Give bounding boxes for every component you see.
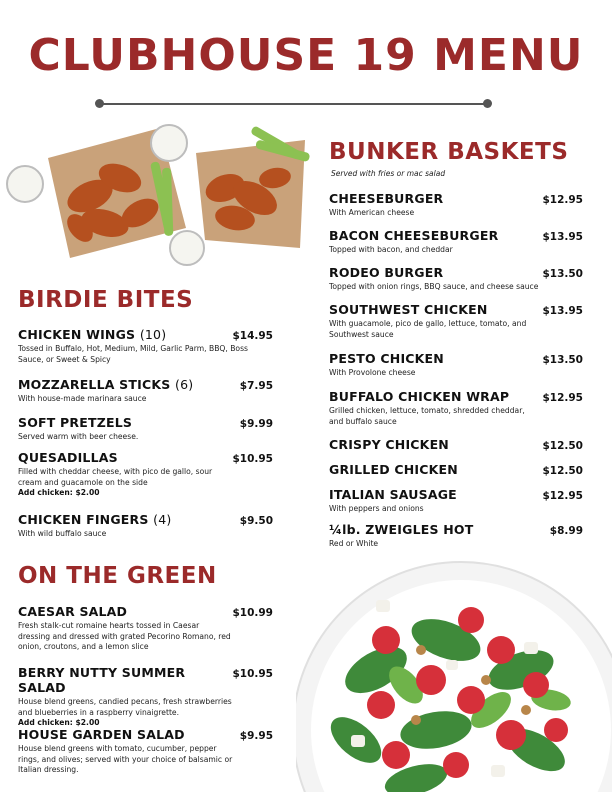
item-price: $12.95 (542, 194, 583, 206)
item-name: CAESAR SALAD (18, 604, 128, 619)
item-fraction: ¼ (329, 522, 343, 537)
item-description: Fresh stalk-cut romaine hearts tossed in Caesar dressing and dressed with grated Pecorino Romano, red onion, croutons, and a lemon slice (18, 621, 231, 651)
item-addon: Add chicken: $2.00 (18, 718, 100, 727)
item-name: BERRY NUTTY SUMMER SALAD (18, 665, 186, 695)
item-description: Red or White (329, 539, 379, 548)
menu-item-soft-pretzels (18, 415, 273, 443)
item-price: $12.95 (542, 490, 583, 502)
title-divider (98, 103, 488, 105)
menu-item-southwest-chicken (329, 302, 583, 340)
item-name: MOZZARELLA STICKS (18, 377, 171, 392)
menu-item-mozzarella-sticks (18, 377, 273, 405)
menu-item-quesadillas (18, 450, 273, 499)
item-description: With guacamole, pico de gallo, lettuce, tomato, and Southwest sauce (329, 319, 527, 339)
item-price: $10.99 (232, 607, 273, 619)
item-qty: (10) (139, 327, 167, 342)
item-price: $8.99 (549, 525, 583, 537)
item-price: $9.50 (239, 515, 273, 527)
item-description: Topped with bacon, and cheddar (329, 245, 453, 254)
item-price: $12.95 (542, 392, 583, 404)
item-description: With peppers and onions (329, 504, 424, 513)
menu-item-buffalo-chicken-wrap (329, 389, 583, 427)
menu-item-crispy-chicken (329, 437, 583, 452)
chicken-wings-photo (0, 118, 312, 273)
item-name: BUFFALO CHICKEN WRAP (329, 389, 510, 404)
bunker-baskets-subtitle: Served with fries or mac salad (331, 169, 446, 178)
item-price: $14.95 (232, 330, 273, 342)
item-description: With Provolone cheese (329, 368, 416, 377)
item-price: $10.95 (232, 453, 273, 465)
menu-item-rodeo-burger (329, 265, 583, 293)
menu-item-zweigles-hot (329, 522, 583, 550)
menu-title: CLUBHOUSE 19 MENU (28, 30, 584, 81)
bunker-baskets-heading: BUNKER BASKETS (329, 139, 569, 165)
item-unit: lb. (342, 522, 361, 537)
on-the-green-heading: ON THE GREEN (18, 563, 217, 589)
item-name: SOUTHWEST CHICKEN (329, 302, 488, 317)
menu-item-house-garden-salad (18, 727, 273, 776)
item-description: Topped with onion rings, BBQ sauce, and cheese sauce (329, 282, 539, 291)
menu-item-chicken-fingers (18, 512, 273, 540)
item-description: Tossed in Buffalo, Hot, Medium, Mild, Garlic Parm, BBQ, Boss Sauce, or Sweet & Spicy (18, 344, 248, 364)
item-description: Filled with cheddar cheese, with pico de gallo, sour cream and guacamole on the side (18, 467, 213, 487)
menu-item-grilled-chicken (329, 462, 583, 477)
item-description: With wild buffalo sauce (18, 529, 107, 538)
item-name: GRILLED CHICKEN (329, 462, 458, 477)
item-name: ZWEIGLES HOT (365, 522, 474, 537)
birdie-bites-heading: BIRDIE BITES (18, 287, 194, 313)
menu-item-italian-sausage (329, 487, 583, 515)
item-price: $13.50 (542, 354, 583, 366)
item-price: $13.95 (542, 231, 583, 243)
item-name: ITALIAN SAUSAGE (329, 487, 457, 502)
item-price: $9.99 (239, 418, 273, 430)
item-addon: Add chicken: $2.00 (18, 488, 100, 497)
menu-item-cheeseburger (329, 191, 583, 219)
item-price: $7.95 (239, 380, 273, 392)
item-price: $12.50 (542, 440, 583, 452)
item-name: HOUSE GARDEN SALAD (18, 727, 185, 742)
menu-item-chicken-wings (18, 327, 273, 365)
item-name: RODEO BURGER (329, 265, 444, 280)
divider-dot-right (483, 99, 492, 108)
menu-item-berry-nutty-summer-salad (18, 665, 273, 729)
item-description: House blend greens with tomato, cucumber, pepper rings, and olives; served with your choice of balsamic or Italian dressing. (18, 744, 233, 774)
item-name: PESTO CHICKEN (329, 351, 444, 366)
menu-item-bacon-cheeseburger (329, 228, 583, 256)
item-name: CHEESEBURGER (329, 191, 444, 206)
item-description: Served warm with beer cheese. (18, 432, 139, 441)
item-price: $10.95 (232, 668, 273, 680)
item-name: CRISPY CHICKEN (329, 437, 449, 452)
item-description: With American cheese (329, 208, 415, 217)
item-name: CHICKEN WINGS (18, 327, 136, 342)
item-price: $13.50 (542, 268, 583, 280)
item-qty: (6) (175, 377, 194, 392)
item-name: QUESADILLAS (18, 450, 118, 465)
item-price: $9.95 (239, 730, 273, 742)
item-description: With house-made marinara sauce (18, 394, 147, 403)
item-name: BACON CHEESEBURGER (329, 228, 499, 243)
item-qty: (4) (153, 512, 172, 527)
menu-item-caesar-salad (18, 604, 273, 653)
item-description: Grilled chicken, lettuce, tomato, shredded cheddar, and buffalo sauce (329, 406, 525, 426)
item-price: $12.50 (542, 465, 583, 477)
menu-item-pesto-chicken (329, 351, 583, 379)
item-price: $13.95 (542, 305, 583, 317)
item-description: House blend greens, candied pecans, fresh strawberries and blueberries in a raspberry vinaigrette. (18, 697, 232, 717)
item-name: CHICKEN FINGERS (18, 512, 149, 527)
salad-photo (296, 560, 612, 792)
item-name: SOFT PRETZELS (18, 415, 133, 430)
